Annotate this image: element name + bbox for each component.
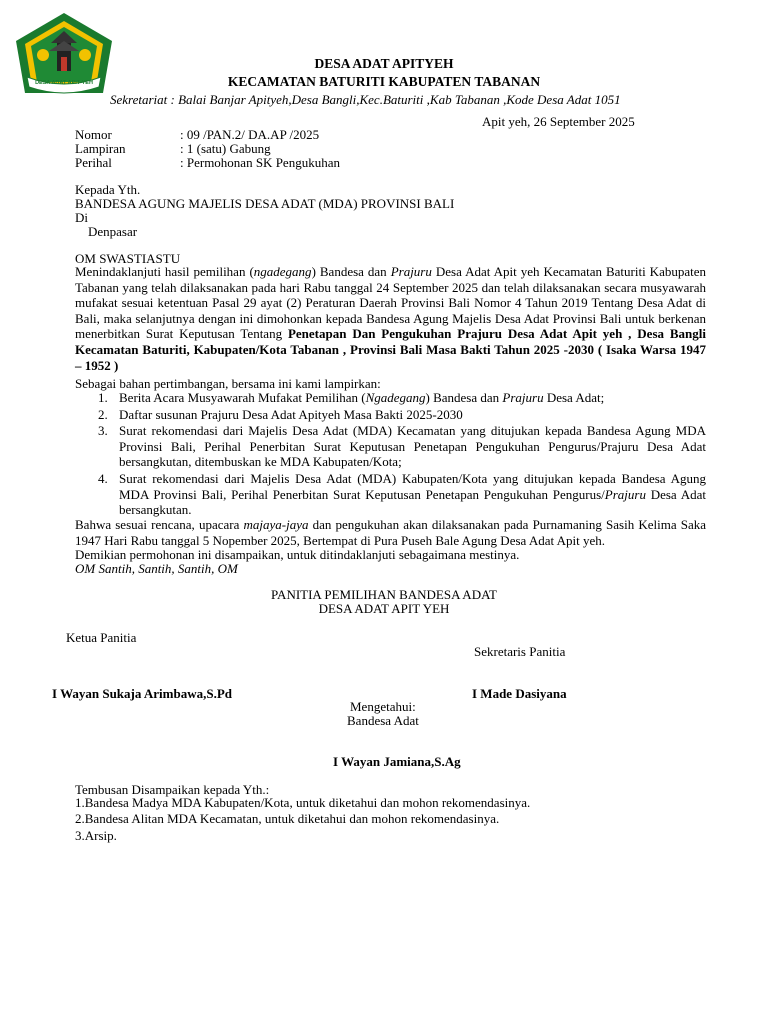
list-item: 3.Arsip. bbox=[75, 828, 117, 843]
body-paragraph: Menindaklanjuti hasil pemilihan (ngadegang) Bandesa dan Prajuru Desa Adat Apit yeh Kecamatan Baturiti Kabupaten Tabanan yang telah dilaksanakan pada hari Rabu tanggal 24 September 2025 dan telah dilaksanakan secara musyawarah mufakat sesuai ketentuan Pasal 29 ayat (2) Peraturan Daerah Provinsi Bali Nomor 4 Tahun 2019 Tentang Desa Adat di Bali, maka selanjutnya dengan ini dimohonkan kepada Bandesa Agung Majelis Desa Adat Provinsi Bali untuk berkenan menerbitkan Surat Keputusan Tentang Penetapan Dan Pengukuhan Prajuru Desa Adat Apit yeh , Desa Bangli Kecamatan Baturiti, Kabupaten/Kota Tabanan , Provinsi Bali Masa Bakti Tahun 2025 -2030 ( Isaka Warsa 1947 – 1952 ) bbox=[75, 264, 706, 373]
bandesa-title: Bandesa Adat bbox=[347, 713, 419, 728]
letterhead-subtitle: KECAMATAN BATURITI KABUPATEN TABANAN bbox=[227, 74, 541, 89]
logo-ribbon-text: DESA ADAT APIT YEH bbox=[35, 80, 93, 86]
recipient-di: Di bbox=[75, 210, 88, 225]
closing-statement: Demikian permohonan ini disampaikan, untuk ditindaklanjuti sebagaimana mestinya. bbox=[75, 547, 520, 562]
meta-label-lampiran: Lampiran bbox=[75, 141, 126, 156]
chair-title: Ketua Panitia bbox=[66, 630, 137, 645]
committee-line-2: DESA ADAT APIT YEH bbox=[318, 601, 450, 616]
meta-label-nomor: Nomor bbox=[75, 127, 112, 142]
list-item: 1.Bandesa Madya MDA Kabupaten/Kota, untuk diketahui dan mohon rekomendasinya. bbox=[75, 795, 531, 810]
closing-salutation: OM Santih, Santih, Santih, OM bbox=[75, 561, 238, 576]
closing-paragraph: Bahwa sesuai rencana, upacara majaya-jaya dan pengukuhan akan dilaksanakan pada Purnamaning Sasih Kelima Saka 1947 Hari Rabu tanggal 5 Nopember 2025, Bertempat di Pura Puseh Bale Agung Desa Adat Apit yeh. bbox=[75, 517, 707, 548]
secretary-title: Sekretaris Panitia bbox=[474, 644, 566, 659]
secretary-name: I Made Dasiyana bbox=[472, 686, 567, 701]
chair-name: I Wayan Sukaja Arimbawa,S.Pd bbox=[52, 686, 233, 701]
place-date: Apit yeh, 26 September 2025 bbox=[482, 114, 635, 129]
opening-salutation: OM SWASTIASTU bbox=[75, 251, 181, 266]
meta-label-perihal: Perihal bbox=[75, 155, 112, 170]
recipient-greeting: Kepada Yth. bbox=[75, 182, 141, 197]
recipient-city: Denpasar bbox=[88, 224, 138, 239]
committee-line-1: PANITIA PEMILIHAN BANDESA ADAT bbox=[271, 587, 497, 602]
list-item: 2.Bandesa Alitan MDA Kecamatan, untuk diketahui dan mohon rekomendasinya. bbox=[75, 811, 500, 826]
cc-intro: Tembusan Disampaikan kepada Yth.: bbox=[75, 782, 270, 797]
meta-value-nomor: : 09 /PAN.2/ DA.AP /2025 bbox=[180, 127, 320, 142]
attachments-intro: Sebagai bahan pertimbangan, bersama ini kami lampirkan: bbox=[75, 376, 381, 391]
bandesa-name: I Wayan Jamiana,S.Ag bbox=[333, 754, 461, 769]
letterhead-address: Sekretariat : Balai Banjar Apityeh,Desa Bangli,Kec.Baturiti ,Kab Tabanan ,Kode Desa Adat 1051 bbox=[110, 92, 621, 107]
acknowledged-label: Mengetahui: bbox=[350, 699, 416, 714]
meta-value-perihal: : Permohonan SK Pengukuhan bbox=[180, 155, 340, 170]
meta-value-lampiran: : 1 (satu) Gabung bbox=[180, 141, 271, 156]
recipient-name: BANDESA AGUNG MAJELIS DESA ADAT (MDA) PROVINSI BALI bbox=[75, 196, 455, 211]
letterhead-title: DESA ADAT APITYEH bbox=[314, 56, 454, 71]
